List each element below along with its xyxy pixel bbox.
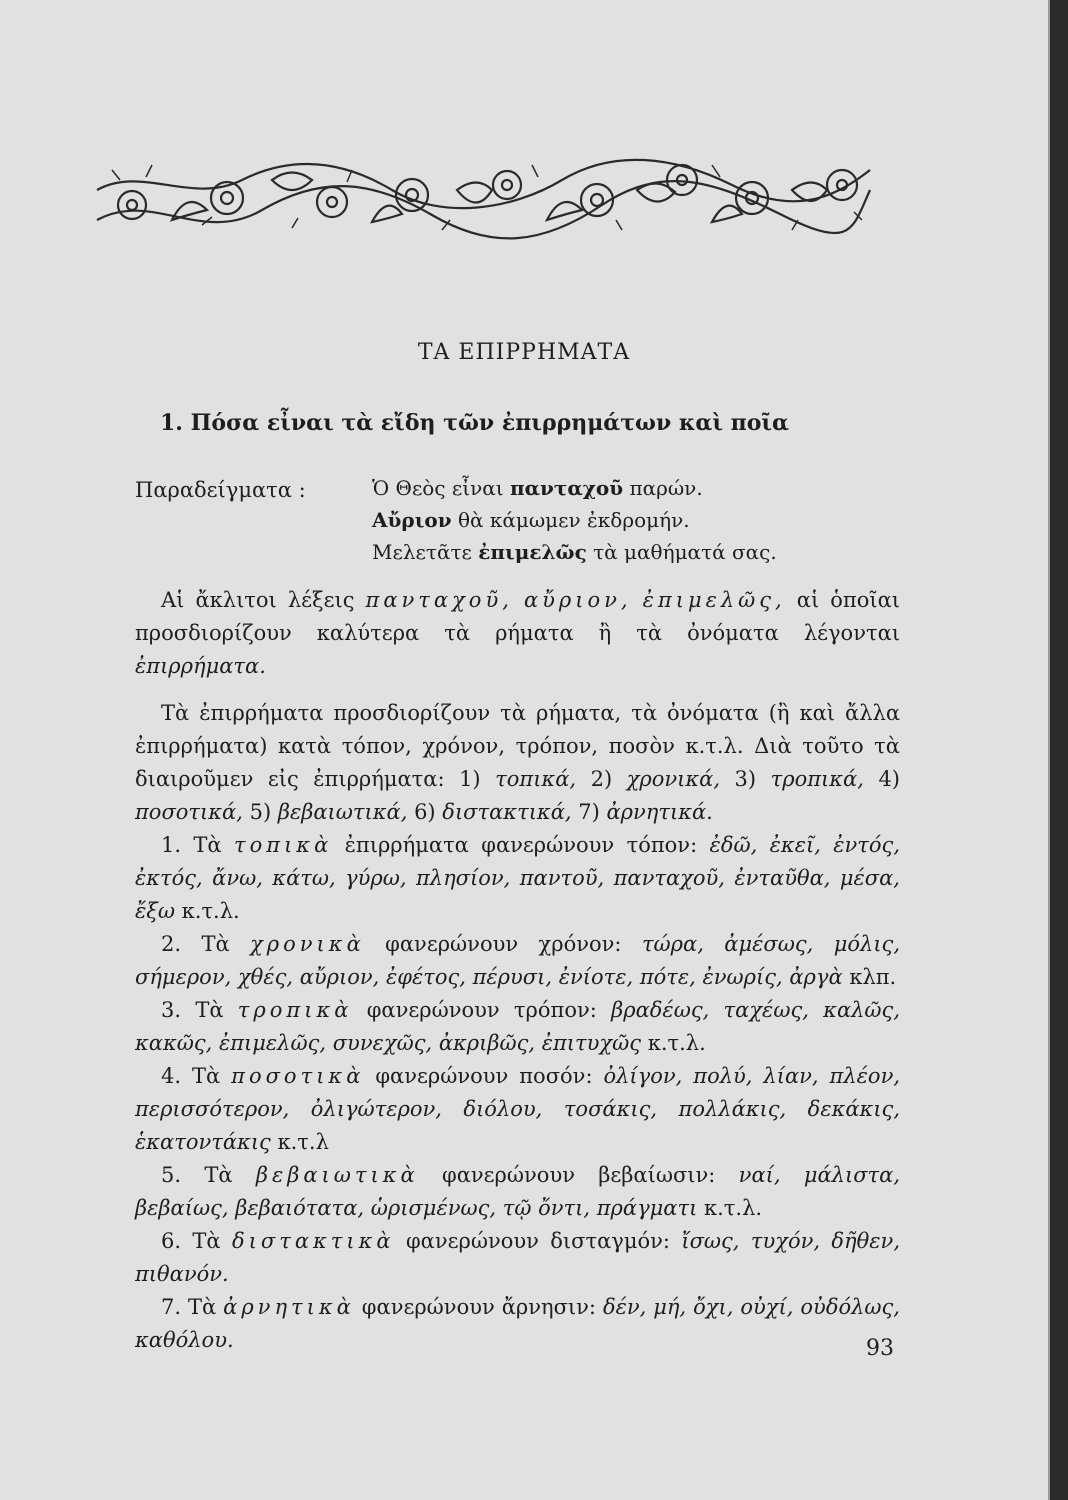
- text: 2): [576, 767, 627, 791]
- item-end: κ.τ.λ.: [697, 1196, 763, 1220]
- item-number: 1. Τὰ: [161, 833, 235, 857]
- item-verb: φανερώνουν ποσόν:: [364, 1064, 604, 1088]
- spaced-word: αὔριον,: [523, 588, 632, 612]
- spaced-word: πανταχοῦ,: [365, 588, 513, 612]
- kind-term: τροπικά,: [770, 767, 864, 791]
- item-verb: φανερώνουν τρόπον:: [352, 998, 612, 1022]
- kind-term: διστακτικά,: [442, 800, 572, 824]
- item-examples: τώρα, ἀμέσως, μόλις, σήμερον, χθές, αὔριον, ἐφέτος, πέρυσι, ἐνίοτε, πότε, ἐνωρίς, ἀργὰ: [135, 932, 900, 989]
- examples-label: Παραδείγματα :: [135, 478, 306, 502]
- item-verb: φανερώνουν ἄρνησιν:: [354, 1295, 603, 1319]
- list-item-distaktika: [135, 1225, 900, 1291]
- example-adverb: ἐπιμελῶς: [478, 540, 587, 564]
- list-item-arnitika: [135, 1291, 900, 1357]
- kind-term: βεβαιωτικά,: [277, 800, 408, 824]
- item-number: 4. Τὰ: [161, 1064, 232, 1088]
- item-kind: χρονικὰ: [250, 932, 365, 956]
- item-examples: βραδέως, ταχέως, καλῶς, κακῶς, ἐπιμελῶς, συνεχῶς, ἀκριβῶς, ἐπιτυχῶς: [135, 998, 900, 1055]
- item-examples: ναί, μάλιστα, βεβαίως, βεβαιότατα, ὡρισμένως, τῷ ὄντι, πράγματι: [135, 1163, 901, 1220]
- example-line-1: [372, 476, 703, 500]
- item-kind: τροπικὰ: [237, 998, 353, 1022]
- body-text: [135, 584, 900, 1357]
- example-text: Μελετᾶτε: [372, 540, 479, 564]
- item-verb: φανερώνουν δισταγμόν:: [394, 1229, 682, 1253]
- item-number: 5. Τὰ: [161, 1163, 256, 1187]
- item-number: 2. Τὰ: [161, 932, 251, 956]
- text: 6): [407, 800, 443, 824]
- item-end: κλπ.: [842, 965, 897, 989]
- list-item-topika: [135, 829, 900, 928]
- item-end: κ.τ.λ.: [641, 1031, 706, 1055]
- paragraph-classification: [135, 697, 900, 829]
- floral-ornament-band: [92, 150, 872, 240]
- list-item-tropika: [135, 994, 900, 1060]
- item-kind: ἀρνητικὰ: [223, 1295, 355, 1319]
- kind-term: τοπικά,: [495, 767, 577, 791]
- item-number: 6. Τὰ: [161, 1229, 232, 1253]
- item-examples: ἐδῶ, ἐκεῖ, ἐντός, ἐκτός, ἄνω, κάτω, γύρω, πλησίον, παντοῦ, πανταχοῦ, ἐνταῦθα, μέσα, ἔξω: [135, 833, 900, 923]
- item-kind: τοπικὰ: [234, 833, 333, 857]
- example-line-3: [372, 540, 777, 564]
- spaced-word: ἐπιμελῶς,: [642, 588, 786, 612]
- item-verb: ἐπιρρήματα φανερώνουν τόπον:: [332, 833, 710, 857]
- item-kind: διστακτικὰ: [231, 1229, 395, 1253]
- list-item-posotika: [135, 1060, 900, 1159]
- example-adverb: πανταχοῦ: [509, 476, 624, 500]
- example-adverb: Αὔριον: [372, 508, 452, 532]
- item-kind: ποσοτικὰ: [231, 1064, 365, 1088]
- text: 7): [571, 800, 607, 824]
- item-end: κ.τ.λ.: [174, 899, 240, 923]
- text: αἱ ὁποῖαι προσδιορίζουν καλύτερα τὰ ρήματα ἢ τὰ ὀνόματα λέγονται: [135, 588, 900, 645]
- example-text: τὰ μαθήματά σας.: [586, 540, 777, 564]
- item-examples: ὀλίγον, πολύ, λίαν, πλέον, περισσότερον, ὀλιγώτερον, διόλου, τοσάκις, πολλάκις, δεκάκις, ἑκατοντάκις: [135, 1064, 901, 1154]
- italic-term: ἐπιρρήματα.: [135, 654, 266, 678]
- paragraph-definition: [135, 584, 900, 683]
- example-text: θὰ κάμωμεν ἐκδρομήν.: [451, 508, 690, 532]
- item-verb: φανερώνουν χρόνον:: [364, 932, 642, 956]
- example-line-2: [372, 508, 690, 532]
- page-edge-shadow: [1050, 0, 1068, 1500]
- item-number: 3. Τὰ: [161, 998, 238, 1022]
- kind-term: χρονικά,: [626, 767, 721, 791]
- text: 3): [720, 767, 771, 791]
- text: Τὰ ἐπιρρήματα προσδιορίζουν τὰ ρήματα, τὰ ὀνόματα (ἢ καὶ ἄλλα ἐπιρρήματα) κατὰ τόπον, χρόνον, τρόπον, ποσὸν κ.τ.λ. Διὰ τοῦτο τὰ διαιροῦμεν εἰς ἐπιρρήματα: 1): [135, 701, 900, 791]
- example-text: παρών.: [623, 476, 703, 500]
- list-item-chronika: [135, 928, 900, 994]
- kind-term: ποσοτικά,: [135, 800, 243, 824]
- page-title: ΤΑ ΕΠΙΡΡΗΜΑΤΑ: [417, 340, 631, 365]
- item-verb: φανερώνουν βεβαίωσιν:: [418, 1163, 739, 1187]
- text: 5): [242, 800, 278, 824]
- item-end: κ.τ.λ: [270, 1130, 329, 1154]
- item-examples: ἴσως, τυχόν, δῆθεν, πιθανόν.: [135, 1229, 900, 1286]
- list-item-vevaiotika: [135, 1159, 900, 1225]
- kind-term: ἀρνητικά.: [606, 800, 713, 824]
- item-kind: βεβαιωτικὰ: [255, 1163, 419, 1187]
- page-number: 93: [866, 1336, 894, 1361]
- text: 4): [863, 767, 900, 791]
- example-text: Ὁ Θεὸς εἶναι: [372, 476, 510, 500]
- item-number: 7. Τὰ: [161, 1295, 224, 1319]
- section-heading: 1. Πόσα εἶναι τὰ εἴδη τῶν ἐπιρρημάτων καὶ ποῖα: [160, 410, 789, 436]
- text: Αἱ ἄκλιτοι λέξεις: [161, 588, 366, 612]
- item-examples: δέν, μή, ὄχι, οὐχί, οὐδόλως, καθόλου.: [135, 1295, 900, 1352]
